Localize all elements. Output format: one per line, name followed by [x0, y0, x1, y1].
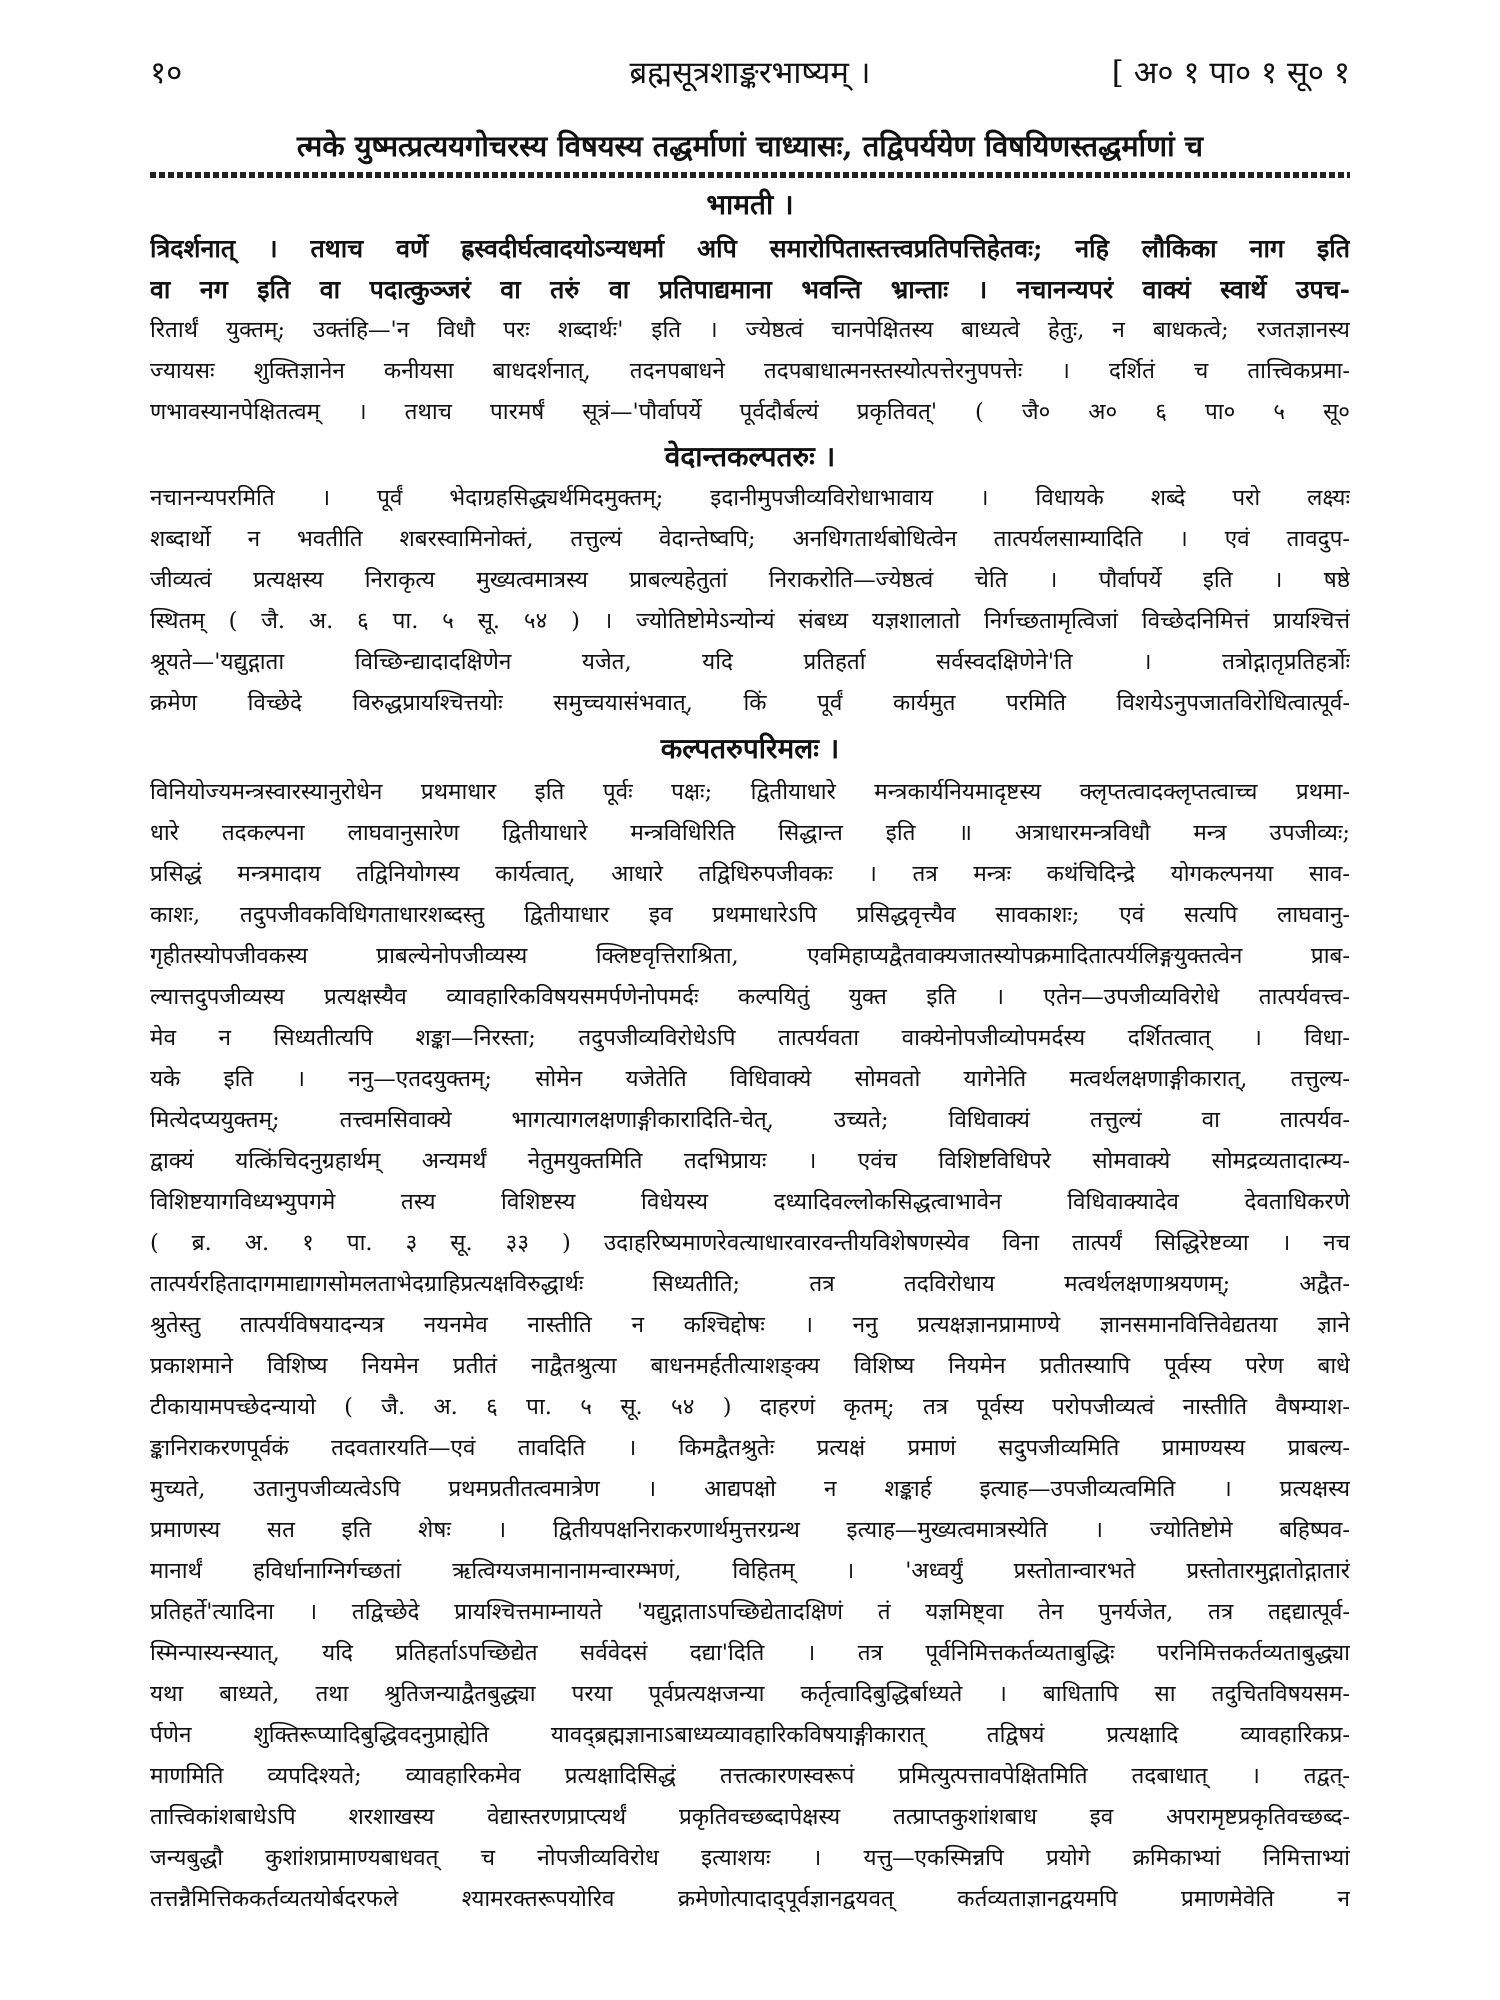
- text-line: यथा बाध्यते, तथा श्रुतिजन्याद्वैतबुद्ध्या परया पूर्वप्रत्यक्षजन्या कर्तृत्वादिबुद्धिर्बाध्यते । बाधितापि सा तदुचितविषयसम-: [150, 1681, 1350, 1707]
- text-line: टीकायामपच्छेदन्यायो ( जै. अ. ६ पा. ५ सू. ५४ ) दाहरणं कृतम्; तत्र पूर्वस्य परोपजीव्यत्वं नास्तीति वैषम्याश-: [150, 1394, 1350, 1420]
- text-line: यके इति । ननु—एतदयुक्तम्; सोमेन यजेतेति विधिवाक्ये सोमवतो यागेनेति मत्वर्थलक्षणाङ्गीकारात्, तत्तुल्य-: [150, 1066, 1350, 1092]
- text-line: विशिष्टयागविध्यभ्युपगमे तस्य विशिष्टस्य विधेयस्य दध्यादिवल्लोकसिद्धत्वाभावेन विधिवाक्यादेव देवताधिकरणे: [150, 1189, 1350, 1215]
- text-line: तत्तन्नैमित्तिककर्तव्यतयोर्बदरफले श्यामरक्तरूपयोरिव क्रमेणोत्पादाद्पूर्वज्ञानद्वयवत् कर्तव्यताज्ञानद्वयमपि प्रमाणमेवेति न: [150, 1886, 1350, 1912]
- text-line: नचानन्यपरमिति । पूर्वं भेदाग्रहसिद्ध्यर्थमिदमुक्तम्; इदानीमुपजीव्यविरोधाभावाय । विधायके शब्दे परो लक्ष्यः: [150, 485, 1350, 511]
- text-line: णभावस्यानपेक्षितत्वम् । तथाच पारमर्षं सूत्रं—'पौर्वापर्ये पूर्वदौर्बल्यं प्रकृतिवत्' ( जै० अ० ६ पा० ५ सू०: [150, 399, 1350, 425]
- text-line: त्रिदर्शनात् । तथाच वर्णे ह्रस्वदीर्घत्वादयोऽन्यधर्मा अपि समारोपितास्तत्त्वप्रतिपत्तिहेतवः; नहि लौकिका नाग इति: [150, 234, 1350, 263]
- text-line: प्रमाणस्य सत इति शेषः । द्वितीयपक्षनिराकरणार्थमुत्तरग्रन्थ इत्याह—मुख्यत्वमात्रस्येति । ज्योतिष्टोमे बहिष्पव-: [150, 1517, 1350, 1543]
- text-line: तात्पर्यरहितादागमाद्यागसोमलताभेदग्राहिप्रत्यक्षविरुद्धार्थः सिध्यतीति; तत्र तदविरोधाय मत्वर्थलक्षणाश्रयणम्; अद्वैत-: [150, 1271, 1350, 1297]
- text-line: काशः, तदुपजीवकविधिगताधारशब्दस्तु द्वितीयाधार इव प्रथमाधारेऽपि प्रसिद्धवृत्त्यैव सावकाशः; एवं सत्यपि लाघवानु-: [150, 902, 1350, 928]
- book-title: ब्रह्मसूत्रशाङ्करभाष्यम् ।: [629, 55, 871, 91]
- text-line: जीव्यत्वं प्रत्यक्षस्य निराकृत्य मुख्यत्वमात्रस्य प्राबल्यहेतुतां निराकरोति—ज्येष्ठत्वं चेति । पौर्वापर्ये इति । षष्ठे: [150, 567, 1350, 593]
- text-line: तात्त्विकांशबाधेऽपि शरशाखस्य वेद्यास्तरणप्राप्त्यर्थं प्रकृतिवच्छब्दापेक्षस्य तत्प्राप्तकुशांशबाध इव अपरामृष्टप्रकृतिवच्छब्द-: [150, 1804, 1350, 1830]
- text-line: शब्दार्थो न भवतीति शबरस्वामिनोक्तं, तत्तुल्यं वेदान्तेष्वपि; अनधिगतार्थबोधित्वेन तात्पर्यलसाम्यादिति । एवं तावदुप-: [150, 526, 1350, 552]
- text-line: रितार्थं युक्तम्; उक्तंहि—'न विधौ परः शब्दार्थः' इति । ज्येष्ठत्वं चानपेक्षितस्य बाध्यत्वे हेतुः, न बाधकत्वे; रजतज्ञानस्य: [150, 317, 1350, 343]
- text-line: गृहीतस्योपजीवकस्य प्राबल्येनोपजीव्यस्य क्लिष्टवृत्तिराश्रिता, एवमिहाप्यद्वैतवाक्यजातस्योपक्रमादितात्पर्यलिङ्गयुक्तत्वेन प्राब-: [150, 943, 1350, 969]
- section-title-kalpataru: वेदान्तकल्पतरुः ।: [664, 440, 836, 473]
- section-title-parimala: कल्पतरुपरिमलः ।: [660, 732, 840, 765]
- text-line: विनियोज्यमन्त्रस्वारस्यानुरोधेन प्रथमाधार इति पूर्वः पक्षः; द्वितीयाधारे मन्त्रकार्यनियमादृष्टस्य क्लृप्तत्वादक्लृप्तत्वाच्च प्रथमा-: [150, 779, 1350, 805]
- text-line: धारे तदकल्पना लाघवानुसारेण द्वितीयाधारे मन्त्रविधिरिति सिद्धान्त इति ॥ अत्राधारमन्त्रविधौ मन्त्र उपजीव्यः;: [150, 820, 1350, 846]
- text-line: प्रतिहर्ते'त्यादिना । तद्विच्छेदे प्रायश्चित्तमाम्नायते 'यद्युद्गाताऽपच्छिद्येतादक्षिणं तं यज्ञमिष्ट्वा तेन पुनर्यजेत, तत्र तद्दद्यात्पूर्व-: [150, 1599, 1350, 1625]
- text-line: प्रकाशमाने विशिष्य नियमेन प्रतीतं नाद्वैतश्रुत्या बाधनमर्हतीत्याशङ्क्य विशिष्य नियमेन प्रतीतस्यापि पूर्वस्य परेण बाधे: [150, 1353, 1350, 1379]
- running-header: [150, 48, 1350, 98]
- text-line: मुच्यते, उतानुपजीव्यत्वेऽपि प्रथमप्रतीतत्वमात्रेण । आद्यपक्षो न शङ्कार्ह इत्याह—उपजीव्यत्वमिति । प्रत्यक्षस्य: [150, 1476, 1350, 1502]
- chapter-reference: [ अ० १ पा० १ सू० १: [1111, 55, 1350, 91]
- section-body-kalpataru: [150, 478, 1350, 724]
- page-number: १०: [150, 55, 183, 91]
- section-body-parimala: [150, 772, 1350, 1920]
- text-line: वा नग इति वा पदात्कुञ्जरं वा तरुं वा प्रतिपाद्यमाना भवन्ति भ्रान्ताः । नचानन्यपरं वाक्यं स्वार्थे उपच-: [150, 275, 1350, 304]
- text-line: प्रसिद्धं मन्त्रमादाय तद्विनियोगस्य कार्यत्वात्, आधारे तद्विधिरुपजीवकः । तत्र मन्त्रः कथंचिदिन्द्रे योगकल्पनया साव-: [150, 861, 1350, 887]
- section-title-bhamati: भामती ।: [706, 188, 794, 221]
- section-body-bhamati: [150, 228, 1350, 433]
- sutra-text: त्मके युष्मत्प्रत्ययगोचरस्य विषयस्य तद्धर्माणां चाध्यासः, तद्विपर्ययेण विषयिणस्तद्धर्माणां च: [296, 129, 1204, 163]
- text-line: ङ्कानिराकरणपूर्वकं तदवतारयति—एवं तावदिति । किमद्वैतश्रुतेः प्रत्यक्षं प्रमाणं सदुपजीव्यमिति प्रामाण्यस्य प्राबल्य-: [150, 1435, 1350, 1461]
- text-line: स्मिन्पास्यन्स्यात्, यदि प्रतिहर्ताऽपच्छिद्येत सर्ववेदसं दद्या'दिति । तत्र पूर्वनिमित्तकर्तव्यताबुद्धिः परनिमित्तकर्तव्यताबुद्ध्या: [150, 1640, 1350, 1666]
- text-line: जन्यबुद्धौ कुशांशप्रामाण्यबाधवत् च नोपजीव्यविरोध इत्याशयः । यत्तु—एकस्मिन्नपि प्रयोगे क्रमिकाभ्यां निमित्ताभ्यां: [150, 1845, 1350, 1871]
- text-line: र्पणेन शुक्तिरूप्यादिबुद्धिवदनुप्राह्येति यावद्ब्रह्मज्ञानाऽबाध्यव्यावहारिकविषयाङ्गीकारात् तद्विषयं प्रत्यक्षादि व्यावहारिकप्र-: [150, 1722, 1350, 1748]
- text-line: श्रुतेस्तु तात्पर्यविषयादन्यत्र नयनमेव नास्तीति न कश्चिद्दोषः । ननु प्रत्यक्षज्ञानप्रामाण्ये ज्ञानसमानवित्तिवेद्यतया ज्ञाने: [150, 1312, 1350, 1338]
- text-line: स्थितम् ( जै. अ. ६ पा. ५ सू. ५४ ) । ज्योतिष्टोमेऽन्योन्यं संबध्य यज्ञशालातो निर्गच्छतामृत्विजां विच्छेदनिमित्तं प्रायश्चित्तं: [150, 608, 1350, 634]
- text-line: माणमिति व्यपदिश्यते; व्यावहारिकमेव प्रत्यक्षादिसिद्धं तत्तत्कारणस्वरूपं प्रमित्युत्पत्तावपेक्षितमिति तदबाधात् । तद्वत्-: [150, 1763, 1350, 1789]
- header-rule: [150, 172, 1350, 178]
- text-line: क्रमेण विच्छेदे विरुद्धप्रायश्चित्तयोः समुच्चयासंभवात्, किं पूर्वं कार्यमुत परमिति विशयेऽनुपजातविरोधित्वात्पूर्व-: [150, 690, 1350, 716]
- text-line: द्वाक्यं यत्किंचिदनुग्रहार्थम् अन्यमर्थं नेतुमयुक्तमिति तदभिप्रायः । एवंच विशिष्टविधिपरे सोमवाक्ये सोमद्रव्यतादात्म्य-: [150, 1148, 1350, 1174]
- text-line: मेव न सिध्यतीत्यपि शङ्का—निरस्ता; तदुपजीव्यविरोधेऽपि तात्पर्यवता वाक्येनोपजीव्योपमर्दस्य दर्शितत्वात् । विधा-: [150, 1025, 1350, 1051]
- text-line: मानार्थं हविर्धानाग्निर्गच्छतां ऋत्विग्यजमानानामन्वारम्भणं, विहितम् । 'अध्वर्युं प्रस्तोतान्वारभते प्रस्तोतारमुद्गातोद्गातारं: [150, 1558, 1350, 1584]
- text-line: श्रूयते—'यद्युद्गाता विच्छिन्द्यादादक्षिणेन यजेत, यदि प्रतिहर्ता सर्वस्वदक्षिणेने'ति । तत्रोद्गातृप्रतिहर्त्रोः: [150, 649, 1350, 675]
- text-line: ( ब्र. अ. १ पा. ३ सू. ३३ ) उदाहरिष्यमाणरेवत्याधारवारवन्तीयविशेषणस्येव विना तात्पर्यं सिद्धिरेष्टव्या । नच: [150, 1230, 1350, 1256]
- text-line: मित्येदप्ययुक्तम्; तत्त्वमसिवाक्ये भागत्यागलक्षणाङ्गीकारादिति-चेत्, उच्यते; विधिवाक्यं तत्तुल्यं वा तात्पर्यव-: [150, 1107, 1350, 1133]
- text-line: ल्यात्तदुपजीव्यस्य प्रत्यक्षस्यैव व्यावहारिकविषयसमर्पणेनोपमर्दः कल्पयितुं युक्त इति । एतेन—उपजीव्यविरोधे तात्पर्यवत्त्व-: [150, 984, 1350, 1010]
- text-line: ज्यायसः शुक्तिज्ञानेन कनीयसा बाधदर्शनात्, तदनपबाधने तदपबाधात्मनस्तस्योत्पत्तेरनुपपत्तेः । दर्शितं च तात्त्विकप्रमा-: [150, 358, 1350, 384]
